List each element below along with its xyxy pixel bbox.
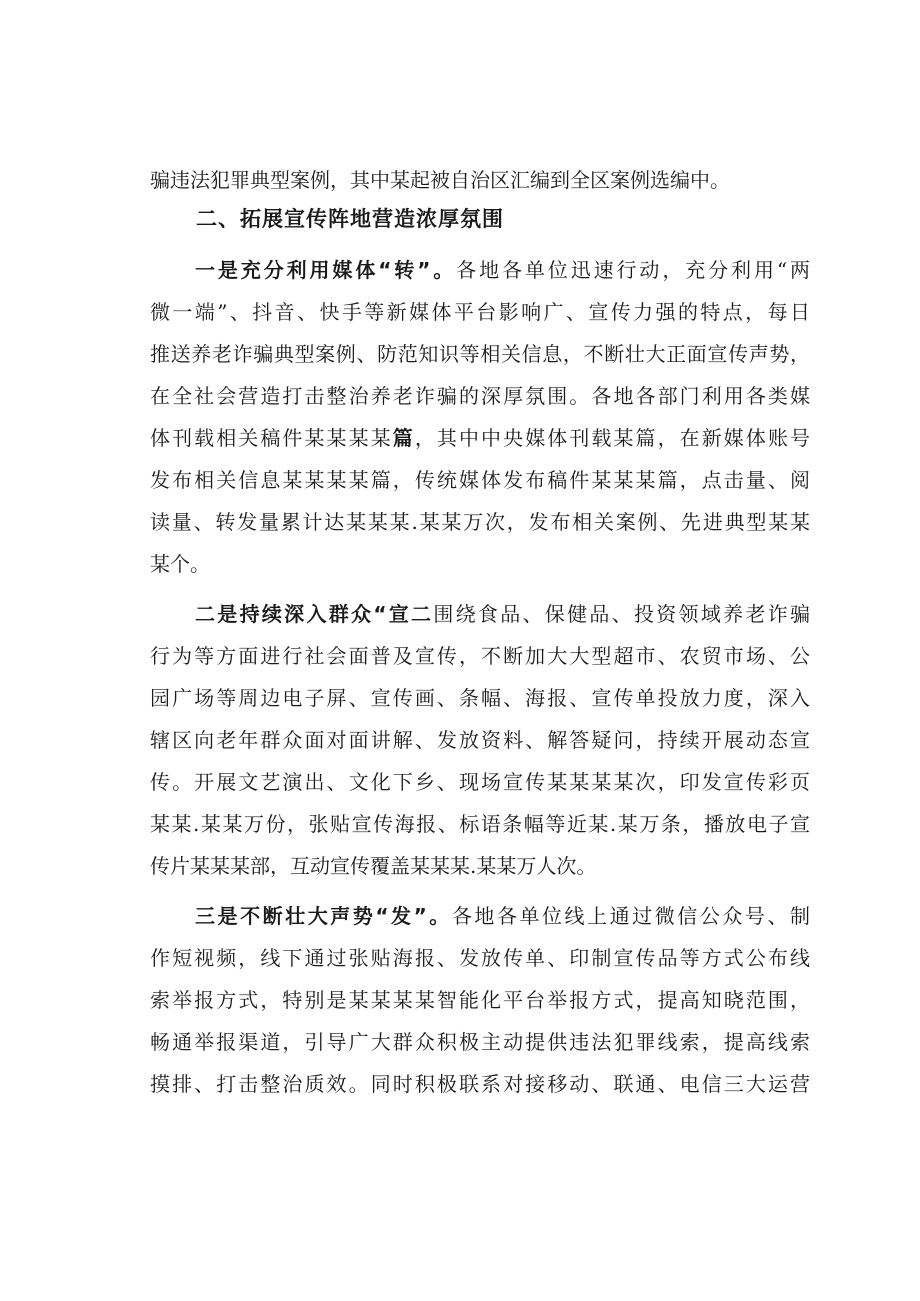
paragraph-3-lead: 三是不断壮大声势“发”。 <box>195 904 452 928</box>
paragraph-1-lead: 一是充分利用媒体“转”。 <box>195 258 457 282</box>
paragraph-2-line-5: 传。开展文艺演出、文化下乡、现场宣传某某某某次，印发宣传彩页 <box>150 770 810 794</box>
paragraph-1-line-8: 某个。 <box>150 552 210 576</box>
paragraph-1-line-5-bold: 篇 <box>392 426 415 450</box>
paragraph-3-line-4: 畅通举报渠道，引导广大群众积极主动提供违法犯罪线索，提高线索 <box>150 1030 810 1054</box>
paragraph-2-line-2: 行为等方面进行社会面普及宣传，不断加大大型超市、农贸市场、公 <box>150 644 810 668</box>
paragraph-2-line-1 <box>195 602 810 626</box>
paragraph-1-line-5 <box>150 426 810 450</box>
paragraph-2-line-1-text: 围绕食品、保健品、投资领域养老诈骗 <box>433 602 810 626</box>
section-heading: 二、拓展宣传阵地营造浓厚氛围 <box>196 207 504 231</box>
paragraph-1-line-5-a: 体刊载相关稿件某某某某 <box>150 426 393 450</box>
paragraph-2-line-6: 某某.某某万份，张贴宣传海报、标语条幅等近某.某万条，播放电子宣 <box>150 812 810 836</box>
paragraph-1-line-3: 推送养老诈骗典型案例、防范知识等相关信息，不断壮大正面宣传声势， <box>150 342 810 366</box>
paragraph-3-line-2: 作短视频，线下通过张贴海报、发放传单、印制宣传品等方式公布线 <box>150 946 810 970</box>
paragraph-3-line-3: 索举报方式，特别是某某某某智能化平台举报方式，提高知晓范围， <box>150 988 810 1012</box>
paragraph-2-lead: 二是持续深入群众“宣二 <box>195 602 434 626</box>
paragraph-1-line-1 <box>195 258 810 282</box>
paragraph-3-line-1-text: 各地各单位线上通过微信公众号、制 <box>451 904 810 928</box>
paragraph-1-line-1-text: 各地各单位迅速行动，充分利用“两 <box>456 258 810 282</box>
paragraph-1-line-2: 微一端”、抖音、快手等新媒体平台影响广、宣传力强的特点，每日 <box>150 300 810 324</box>
paragraph-1-line-4: 在全社会营造打击整治养老诈骗的深厚氛围。各地各部门利用各类媒 <box>150 384 810 408</box>
paragraph-1-line-6: 发布相关信息某某某某篇，传统媒体发布稿件某某某篇，点击量、阅 <box>150 468 810 492</box>
paragraph-2-line-3: 园广场等周边电子屏、宣传画、条幅、海报、宣传单投放力度，深入 <box>150 686 810 710</box>
continuation-line: 骗违法犯罪典型案例，其中某起被自治区汇编到全区案例选编中。 <box>150 168 730 192</box>
paragraph-3-line-1 <box>195 904 810 928</box>
paragraph-1-line-7: 读量、转发量累计达某某某.某某万次，发布相关案例、先进典型某某 <box>150 510 810 534</box>
paragraph-3-line-5: 摸排、打击整治质效。同时积极联系对接移动、联通、电信三大运营 <box>150 1072 810 1096</box>
paragraph-1-line-5-b: ，其中中央媒体刊载某篇，在新媒体账号 <box>414 426 810 450</box>
paragraph-2-line-7: 传片某某某部，互动宣传覆盖某某某.某某万人次。 <box>150 854 597 878</box>
paragraph-2-line-4: 辖区向老年群众面对面讲解、发放资料、解答疑问，持续开展动态宣 <box>150 728 810 752</box>
